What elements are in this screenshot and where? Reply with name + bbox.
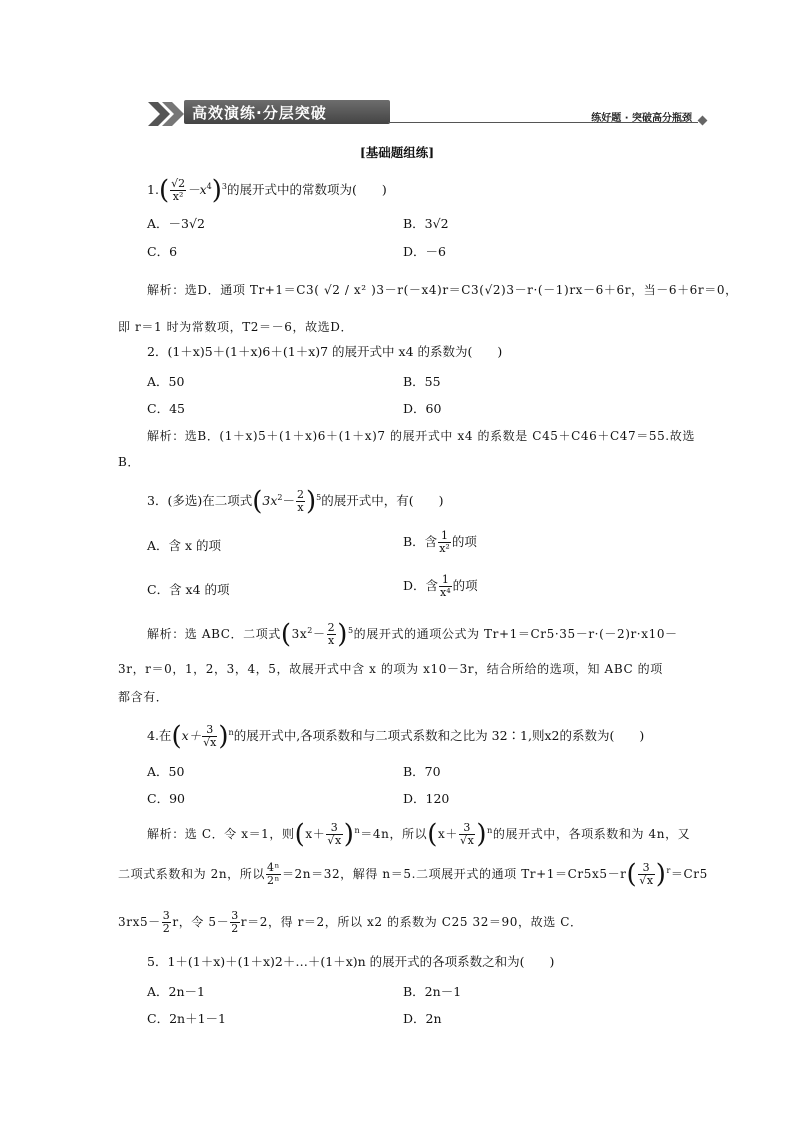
q3-solution-line2: 3r，r＝0，1，2，3，4，5，故展开式中含 x 的项为 x10－3r，结合所给的选项，知 ABC 的项 bbox=[118, 662, 663, 676]
banner-text: 高效演练·分层突破 bbox=[192, 104, 327, 122]
q3-solution-line1: 解析：选 ABC．二项式($3x^2-$ $\frac{2}{x}$ )$^5$的展开式的通项公式为 Tr+1＝Cr5·35－r·(－2)r·x10－ bbox=[147, 619, 678, 650]
q4-option-c: C．90 bbox=[147, 791, 185, 806]
q3-option-a: A．含 x 的项 bbox=[147, 538, 222, 553]
q4-solution-line3: 3rx5－ $\frac{3}{2}$ r，令 5－ $\frac{3}{2}$ r＝2，得 r＝2，所以 x2 的系数为 C25 32＝90，故选 C． bbox=[118, 909, 583, 935]
section-title: [基础题组练] bbox=[359, 145, 435, 160]
chevron-arrows-icon bbox=[148, 102, 188, 126]
q4-solution-line1: 解析：选 C．令 x＝1，则(x＋ $\frac{3}{√x}$ )$^n$＝4n，所以(x＋ $\frac{3}{√x}$ )$^n$的展开式中，各项系数和为 4n，又 bbox=[147, 819, 691, 850]
header-slogan: 练好题 · 突破高分瓶颈 bbox=[591, 113, 692, 124]
q5-option-c: C．2n＋1－1 bbox=[147, 1011, 226, 1026]
q5-option-b: B．2n－1 bbox=[403, 984, 462, 999]
question-2: 2．(1＋x)5＋(1＋x)6＋(1＋x)7 的展开式中 x4 的系数为( ) bbox=[147, 344, 503, 359]
q5-option-d: D．2n bbox=[403, 1011, 442, 1026]
q2-solution-line2: B． bbox=[118, 455, 141, 469]
q5-option-a: A．2n－1 bbox=[147, 984, 205, 999]
q4-solution-line2: 二项式系数和为 2n，所以 $\frac{\text{4ⁿ}}{\text{2ⁿ}}$ ＝2n＝32，解得 n＝5.二项展开式的通项 Tr+1＝Cr5x5－r( $\frac{3}{√x}$ )$^r$＝Cr5 bbox=[118, 859, 708, 890]
question-1: 1.( $\frac{√2}{\text{x²}}$ $-x^4)^3$的展开式中的常数项为( ) bbox=[147, 175, 387, 206]
diamond-icon bbox=[698, 116, 708, 126]
q4-option-a: A．50 bbox=[147, 764, 185, 779]
question-3: 3．(多选)在二项式($3x^2-$ $\frac{2}{x}$ )$^5$的展开式中，有( ) bbox=[147, 486, 444, 517]
q3-solution-line3: 都含有． bbox=[118, 690, 169, 704]
q1-option-c: C．6 bbox=[147, 244, 178, 259]
q1-solution-line2: 即 r＝1 时为常数项，T2＝－6，故选D． bbox=[118, 320, 354, 334]
question-4: 4.在(x＋ $\frac{3}{√x}$ )$^n$的展开式中,各项系数和与二项式系数和之比为 32∶1,则x2的系数为( ) bbox=[147, 721, 645, 752]
page-header bbox=[148, 100, 706, 128]
q3-option-d: D．含 $\frac{1}{\text{x⁴}}$ 的项 bbox=[403, 573, 478, 599]
q2-option-c: C．45 bbox=[147, 401, 185, 416]
q2-option-a: A．50 bbox=[147, 374, 185, 389]
question-5: 5．1＋(1＋x)＋(1＋x)2＋…＋(1＋x)n 的展开式的各项系数之和为( ) bbox=[147, 954, 555, 969]
q1-solution-line1: 解析：选D．通项 Tr+1＝C3( √2 / x² )3－r(－x4)r＝C3(√2)3－r·(－1)rx－6＋6r，当－6＋6r＝0， bbox=[147, 283, 738, 297]
q1-option-d: D．－6 bbox=[403, 244, 446, 259]
q2-option-d: D．60 bbox=[403, 401, 442, 416]
q3-option-b: B．含 $\frac{1}{\text{x²}}$ 的项 bbox=[403, 529, 477, 555]
q1-option-b: B．3√2 bbox=[403, 216, 449, 231]
q1-option-a: A．－3√2 bbox=[147, 216, 205, 231]
section-banner bbox=[184, 100, 390, 124]
q2-solution-line1: 解析：选B．(1＋x)5＋(1＋x)6＋(1＋x)7 的展开式中 x4 的系数是 C45＋C46＋C47＝55.故选 bbox=[147, 429, 695, 443]
q2-option-b: B．55 bbox=[403, 374, 441, 389]
q4-option-b: B．70 bbox=[403, 764, 441, 779]
q3-option-c: C．含 x4 的项 bbox=[147, 582, 230, 597]
q4-option-d: D．120 bbox=[403, 791, 450, 806]
